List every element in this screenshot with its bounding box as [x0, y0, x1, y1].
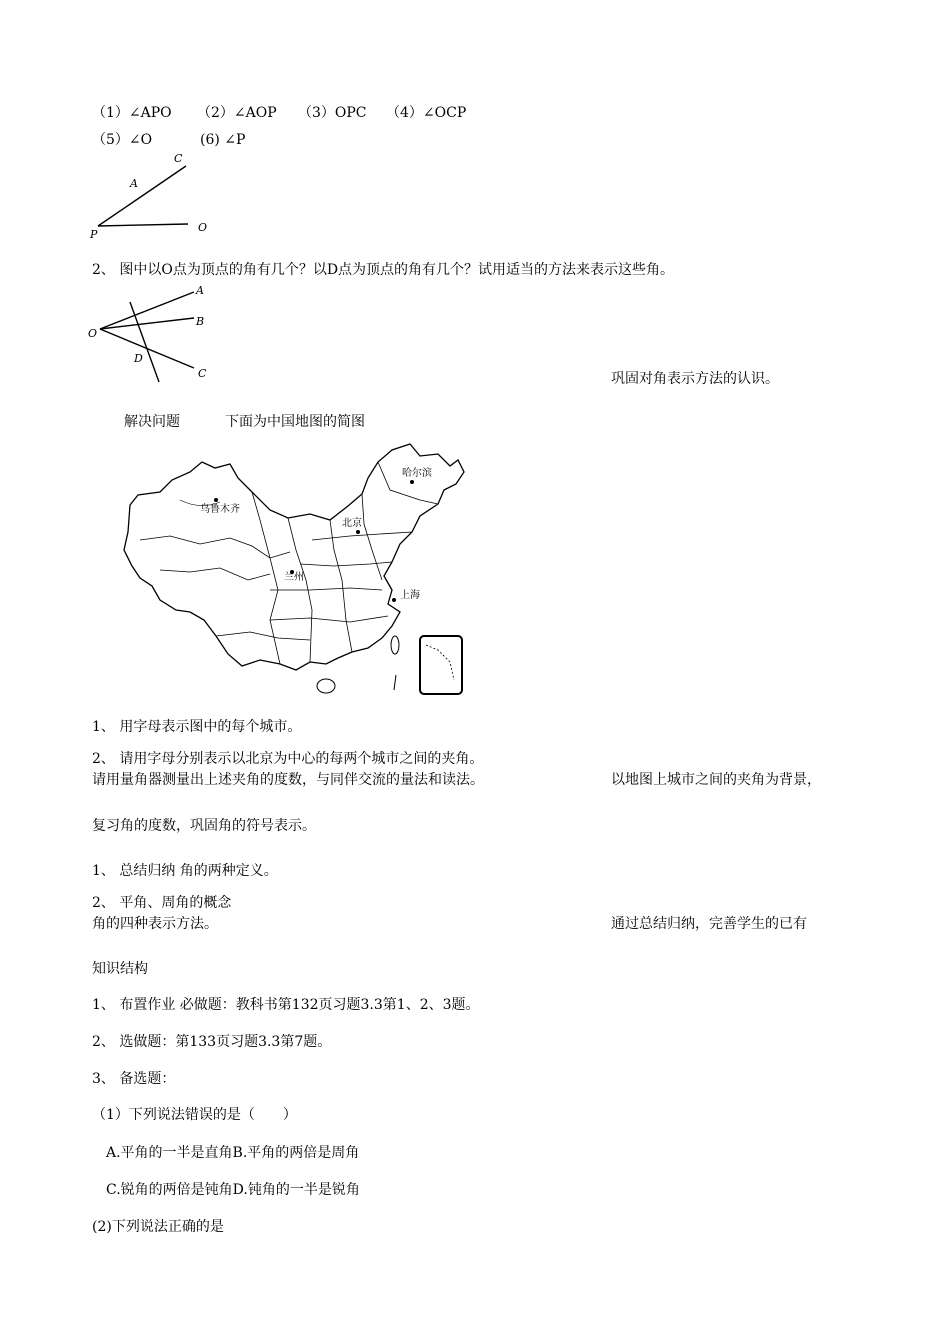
task-1: 1、 用字母表示图中的每个城市。 [92, 719, 302, 735]
q1-option-2: （2）∠AOP [197, 105, 277, 121]
task-3: 请用量角器测量出上述夹角的度数，与同伴交流的量法和读法。 [92, 772, 484, 788]
summary-3: 角的四种表示方法。 [92, 916, 218, 932]
q1-label-c: C [174, 152, 183, 165]
map-label-beijing: 北京 [342, 518, 362, 529]
q1-angle-figure [88, 148, 218, 243]
q1-label-p: P [90, 228, 98, 241]
homework-3: 3、 备选题： [92, 1071, 176, 1087]
q2-label-a: A [196, 284, 204, 297]
q1-option-4: （4）∠OCP [386, 105, 467, 121]
map-label-lanzhou: 兰州 [284, 572, 304, 583]
summary-1: 1、 总结归纳 角的两种定义。 [92, 863, 278, 879]
problem-heading: 解决问题 [124, 414, 180, 430]
map-label-shanghai: 上海 [400, 590, 420, 601]
q1-option-5: （5）∠O [92, 132, 153, 148]
map-label-urumqi: 乌鲁木齐 [200, 504, 240, 515]
q2-label-c: C [198, 367, 207, 380]
task-2: 2、 请用字母分别表示以北京为中心的每两个城市之间的夹角。 [92, 751, 484, 767]
summary-4: 知识结构 [92, 961, 148, 977]
problem-subheading: 下面为中国地图的简图 [225, 414, 365, 430]
summary-3-note: 通过总结归纳，完善学生的已有 [611, 916, 807, 932]
task-3-note: 以地图上城市之间的夹角为背景， [611, 772, 821, 788]
q2-angle-figure [86, 282, 216, 382]
task-4: 复习角的度数，巩固角的符号表示。 [92, 818, 316, 834]
china-map [120, 440, 475, 700]
q1-option-6: (6) ∠P [200, 132, 246, 148]
q2-side-note: 巩固对角表示方法的认识。 [611, 371, 779, 387]
q1-option-1: （1）∠APO [92, 105, 172, 121]
problem-1-options-ab: A.平角的一半是直角B.平角的两倍是周角 [106, 1145, 360, 1161]
map-label-harbin: 哈尔滨 [402, 468, 432, 479]
homework-2: 2、 选做题：第133页习题3.3第7题。 [92, 1034, 332, 1050]
problem-2-stem: (2)下列说法正确的是 [92, 1219, 224, 1235]
q2-text: 2、 图中以O点为顶点的角有几个？以D点为顶点的角有几个？试用适当的方法来表示这些角。 [92, 262, 675, 278]
problem-1-stem: （1）下列说法错误的是（ ） [92, 1107, 297, 1123]
q2-label-d: D [134, 352, 143, 365]
q1-label-o: O [198, 221, 208, 234]
q2-label-b: B [196, 315, 205, 328]
q2-label-o: O [88, 327, 98, 340]
q1-option-3: （3）OPC [298, 105, 367, 121]
problem-1-options-cd: C.锐角的两倍是钝角D.钝角的一半是锐角 [106, 1182, 360, 1198]
summary-2: 2、 平角、周角的概念 [92, 895, 232, 911]
homework-1: 1、 布置作业 必做题：教科书第132页习题3.3第1、2、3题。 [92, 997, 480, 1013]
q1-label-a: A [130, 177, 138, 190]
